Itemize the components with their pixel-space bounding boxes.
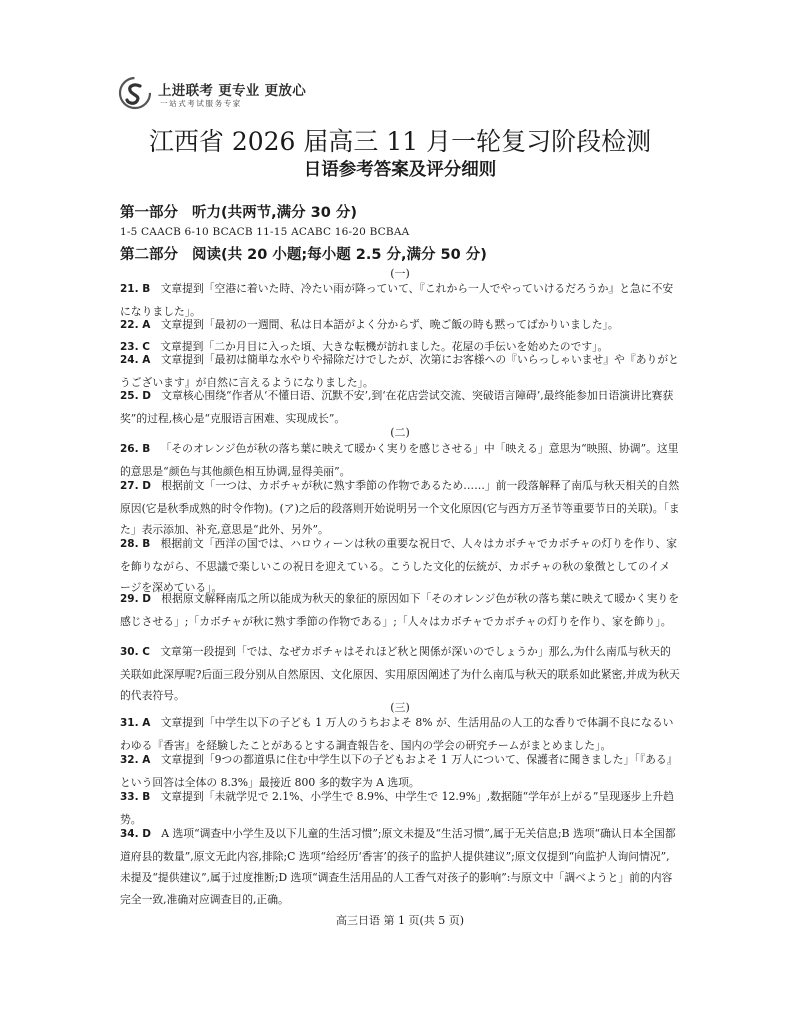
page-footer: 高三日语 第 1 页(共 5 页) (335, 914, 465, 927)
answer-explanation: 根据前文「西洋の国では、ハロウィーンは秋の重要な祝日で、人々はカボチャでカボチャの灯りを作り、家を飾りながら、不思議で楽しいこの祝日を迎えている。こうした文化的伝統が、カボチャの秋の象徴としてのイメージを深めている」。 (120, 537, 678, 594)
spiral-s-logo-icon (118, 76, 152, 110)
answer-number: 23. C (120, 341, 150, 353)
answer-number: 30. C (120, 646, 150, 658)
answer-explanation: A 选项“调查中小学生及以下儿童的生活习惯”;原文未提及“生活习惯”,属于无关信息;B 选项“确认日本全国都道府县的数量”,原文无此内容,排除;C 选项“给经历‘香害’的孩子的监护人提供建议”;原文仅提到“向监护人询问情况”,未提及“提供建议”,属于过度推断;D 选项“调查生活用品的人工香气对孩子的影响”:与原文中「調べようと」前的内容完全一致,准确对应调查目的,正确。 (120, 827, 676, 906)
answer-number: 21. B (120, 283, 151, 295)
page-title: 江西省 2026 届高三 11 月一轮复习阶段检测 (148, 127, 652, 156)
answer-explanation: 根据前文「一つは、カボチャが秋に熟す季節の作物であるため……」前一段落解释了南瓜与秋天相关的自然原因(它是秋季成熟的时令作物)。(ア)之后的段落则开始说明另一个文化原因(它与西方万圣节等重要节日的关联)。「また」表示添加、补充,意思是“此外、另外”。 (120, 479, 680, 536)
answer-item (120, 475, 680, 541)
answer-item (120, 641, 680, 707)
answer-item (120, 385, 680, 429)
answer-explanation: 「そのオレンジ色が秋の落ち葉に映えて暖かく実りを感じさせる」中「映える」意思为“映照、协调”。这里的意思是“颜色与其他颜色相互协调,显得美丽”。 (120, 442, 679, 478)
section-label: 第二部分 (120, 247, 178, 263)
answer-explanation: 文章提到「9つの都道県に住む中学生以下の子どもおよそ 1 万人について、保護者に聞きました」「『ある』という回答は全体の 8.3%」最接近 800 多的数字为 A 选项。 (120, 753, 678, 789)
answer-number: 28. B (120, 538, 151, 550)
listening-answer-key: 1-5 CAACB 6-10 BCACB 11-15 ACABC 16-20 BCBAA (120, 226, 410, 238)
passage-marker: (一) (390, 267, 410, 280)
section-name: 听力(共两节,满分 30 分) (192, 205, 358, 221)
answer-number: 32. A (120, 754, 151, 766)
answer-explanation: 文章第一段提到「では、なぜカボチャはそれほど秋と関係が深いのでしょうか」那么,为什么南瓜与秋天的关联如此深厚呢?后面三段分别从自然原因、文化原因、实用原因阐述了为什么南瓜与秋天的联系如此紧密,并成为秋天的代表符号。 (120, 645, 680, 702)
brand-logo (118, 76, 318, 112)
answer-explanation: 根据原文解释南瓜之所以能成为秋天的象征的原因如下「そのオレンジ色が秋の落ち葉に映えて暖かく実りを感じさせる」;「カボチャが秋に熟す季節の作物である」;「人々はカボチャでカボチャの灯りを作り、家を飾り」。 (120, 592, 679, 628)
answer-explanation: 文章提到「中学生以下の子ども 1 万人のうちおよそ 8% が、生活用品の人工的な香りで体調不良になるいわゆる『香害』を経験したことがあるとする調査報告を、国内の学会の研究チームがまとめました」。 (120, 716, 674, 752)
answer-number: 31. A (120, 717, 151, 729)
answer-explanation: 文章提到「最初の一週間、私は日本語がよく分からず、晩ご飯の時も黙ってばかりいました」。 (160, 318, 619, 331)
answer-number: 33. B (120, 791, 151, 803)
answer-number: 34. D (120, 828, 151, 840)
answer-number: 27. D (120, 480, 151, 492)
logo-subtitle: 一站式考试服务专家 (160, 99, 242, 108)
section-name: 阅读(共 20 小题;每小题 2.5 分,满分 50 分) (192, 247, 487, 263)
answer-item (120, 823, 680, 910)
answer-number: 24. A (120, 354, 151, 366)
answer-explanation: 文章提到「未就学児で 2.1%、小学生で 8.9%、中学生で 12.9%」,数据随“学年が上がる”呈现逐步上升趋势。 (120, 790, 674, 826)
section-label: 第一部分 (120, 205, 178, 221)
page-subtitle: 日语参考答案及评分细则 (303, 160, 497, 180)
answer-explanation: 文章提到「最初は簡単な水やりや掃除だけでしたが、次第にお客様への『いらっしゃいませ』や『ありがとうございます』が自然に言えるようになりました」。 (120, 353, 679, 389)
answer-explanation: 文章提到「二か月目に入った頃、大きな転機が訪れました。花屋の手伝いを始めたのです」。 (160, 340, 609, 353)
answer-number: 29. D (120, 593, 151, 605)
logo-slogan: 上进联考 更专业 更放心 (158, 83, 306, 99)
passage-marker: (三) (390, 701, 410, 714)
answer-number: 26. B (120, 443, 151, 455)
answer-number: 25. D (120, 390, 151, 402)
answer-number: 22. A (120, 319, 151, 331)
section-heading-part1 (120, 201, 357, 222)
answer-explanation: 文章提到「空港に着いた時、冷たい雨が降っていて、『これから一人でやっていけるだろうか』と急に不安になりました」。 (120, 282, 674, 318)
section-heading-part2 (120, 243, 487, 264)
answer-item (120, 588, 680, 632)
answer-explanation: 文章核心围绕“作者从‘不懂日语、沉默不安’,到‘在花店尝试交流、突破语言障碍’,最终能参加日语演讲比赛获奖”的过程,核心是“克服语言困难、实现成长”。 (120, 389, 674, 425)
passage-marker: (二) (390, 426, 410, 439)
answer-item (120, 314, 680, 337)
